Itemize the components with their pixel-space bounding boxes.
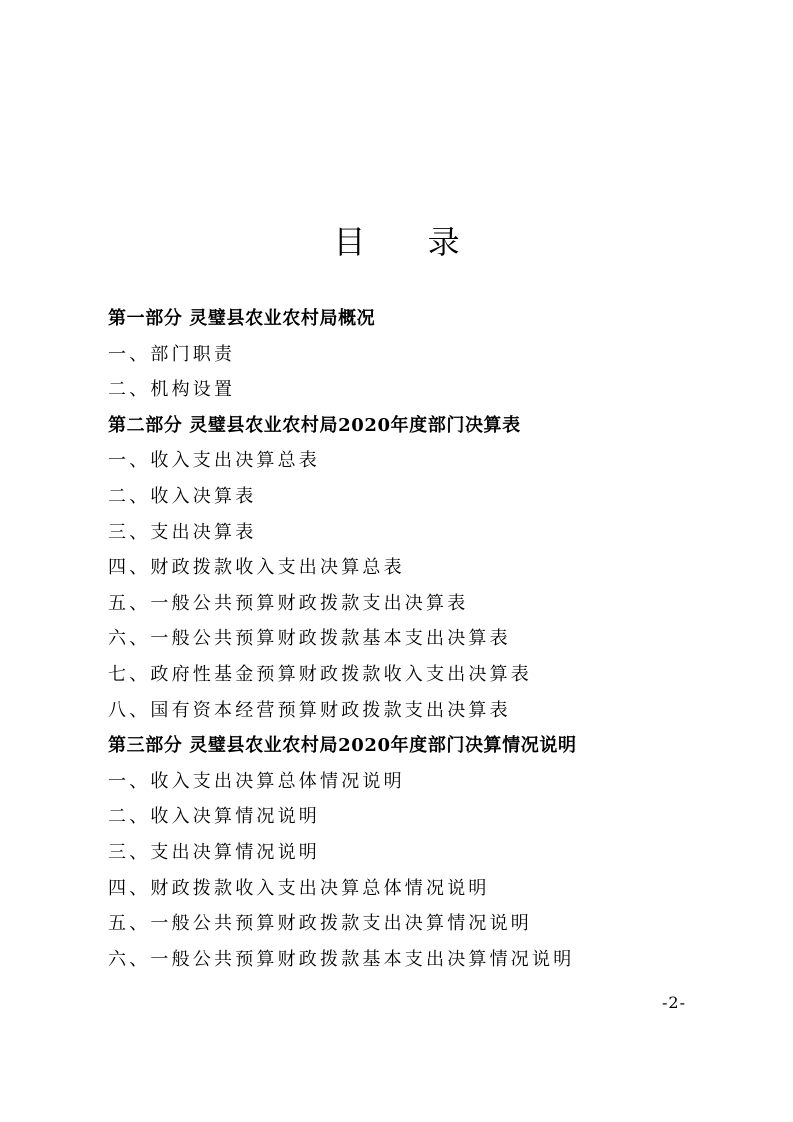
table-of-contents (108, 301, 748, 977)
toc-item: 八、国有资本经营预算财政拨款支出决算表 (108, 699, 511, 721)
toc-item: 二、收入决算表 (108, 485, 257, 507)
toc-item: 五、一般公共预算财政拨款支出决算情况说明 (108, 913, 532, 935)
toc-item: 六、一般公共预算财政拨款基本支出决算情况说明 (108, 948, 575, 970)
toc-item: 二、收入决算情况说明 (108, 806, 320, 828)
toc-item: 二、机构设置 (108, 379, 236, 401)
toc-item: 四、财政拨款收入支出决算总体情况说明 (108, 877, 490, 899)
toc-item: 三、支出决算表 (108, 521, 257, 543)
toc-part-heading: 第三部分 灵璧县农业农村局2020年度部门决算情况说明 (108, 735, 577, 757)
toc-item: 五、一般公共预算财政拨款支出决算表 (108, 592, 469, 614)
toc-item: 一、部门职责 (108, 343, 236, 365)
toc-item: 一、收入支出决算总体情况说明 (108, 770, 405, 792)
toc-item: 七、政府性基金预算财政拨款收入支出决算表 (108, 663, 532, 685)
toc-item: 一、收入支出决算总表 (108, 450, 320, 472)
page-title: 目 录 (333, 223, 486, 261)
toc-part-heading: 第一部分 灵璧县农业农村局概况 (108, 308, 376, 329)
page-number: -2- (662, 993, 686, 1012)
toc-item: 六、一般公共预算财政拨款基本支出决算表 (108, 628, 511, 650)
toc-item: 四、财政拨款收入支出决算总表 (108, 557, 405, 579)
toc-item: 三、支出决算情况说明 (108, 841, 320, 863)
toc-part-heading: 第二部分 灵璧县农业农村局2020年度部门决算表 (108, 414, 521, 436)
